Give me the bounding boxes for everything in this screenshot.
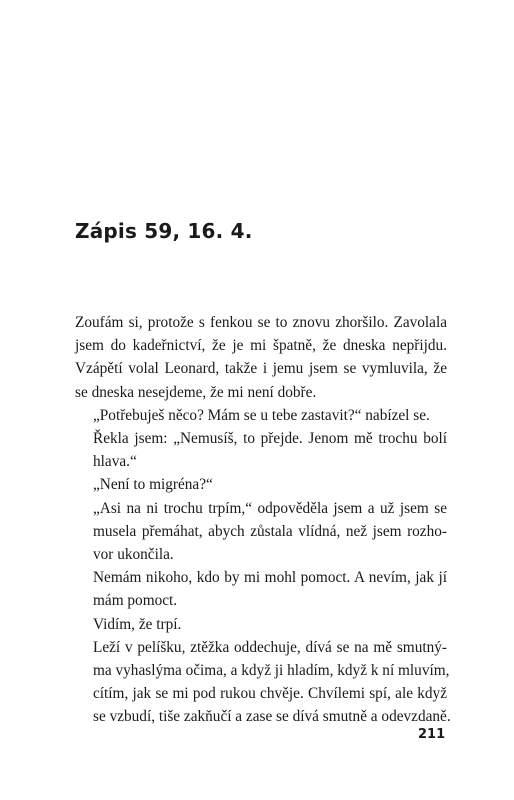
text-line: cítím, jak se mi pod rukou chvěje. Chvílemi spí, ale když — [93, 685, 447, 703]
text-line: „Potřebuješ něco? Mám se u tebe zastavit?“ nabízel se. — [93, 406, 430, 424]
paragraph — [75, 311, 447, 404]
text-line: Leží v pelíšku, ztěžka oddechuje, dívá se na mě smutný- — [93, 638, 447, 656]
text-line: Nemám nikoho, kdo by mi mohl pomoct. A nevím, jak jí — [93, 569, 447, 587]
paragraph — [75, 473, 447, 496]
text-line: se vzbudí, tiše zakňučí a zase se dívá smutně a odevzdaně. — [93, 708, 451, 726]
text-line: Vzápětí volal Leonard, takže i jemu jsem se vymluvila, že — [75, 360, 447, 378]
text-line: jsem do kadeřnictví, že je mi špatně, že dneska nepřijdu. — [75, 337, 447, 355]
text-line: mám pomoct. — [93, 592, 178, 610]
paragraph — [75, 404, 447, 427]
paragraph — [75, 636, 451, 729]
body-text — [75, 311, 451, 729]
chapter-heading: Zápis 59, 16. 4. — [75, 219, 253, 243]
page-number: 211 — [418, 727, 446, 742]
text-line: musela přemáhat, abych zůstala vlídná, než jsem rozho- — [93, 522, 447, 540]
paragraph — [75, 566, 447, 612]
text-line: Zoufám si, protože s fenkou se to znovu zhoršilo. Zavolala — [75, 314, 447, 331]
text-line: „Asi na ni trochu trpím,“ odpověděla jsem a už jsem se — [93, 499, 447, 517]
text-line: ma vyhaslýma očima, a když ji hladím, když k ní mluvím, — [93, 662, 450, 680]
text-line: hlava.“ — [93, 453, 137, 471]
text-line: „Není to migréna?“ — [93, 476, 213, 494]
paragraph — [75, 613, 447, 636]
text-line: Řekla jsem: „Nemusíš, to přejde. Jenom mě trochu bolí — [93, 430, 447, 448]
text-line: vor ukončila. — [93, 546, 174, 564]
text-line: Vidím, že trpí. — [93, 615, 182, 633]
text-line: se dneska nesejdeme, že mi není dobře. — [75, 383, 317, 401]
paragraph — [75, 427, 447, 473]
paragraph — [75, 497, 447, 567]
